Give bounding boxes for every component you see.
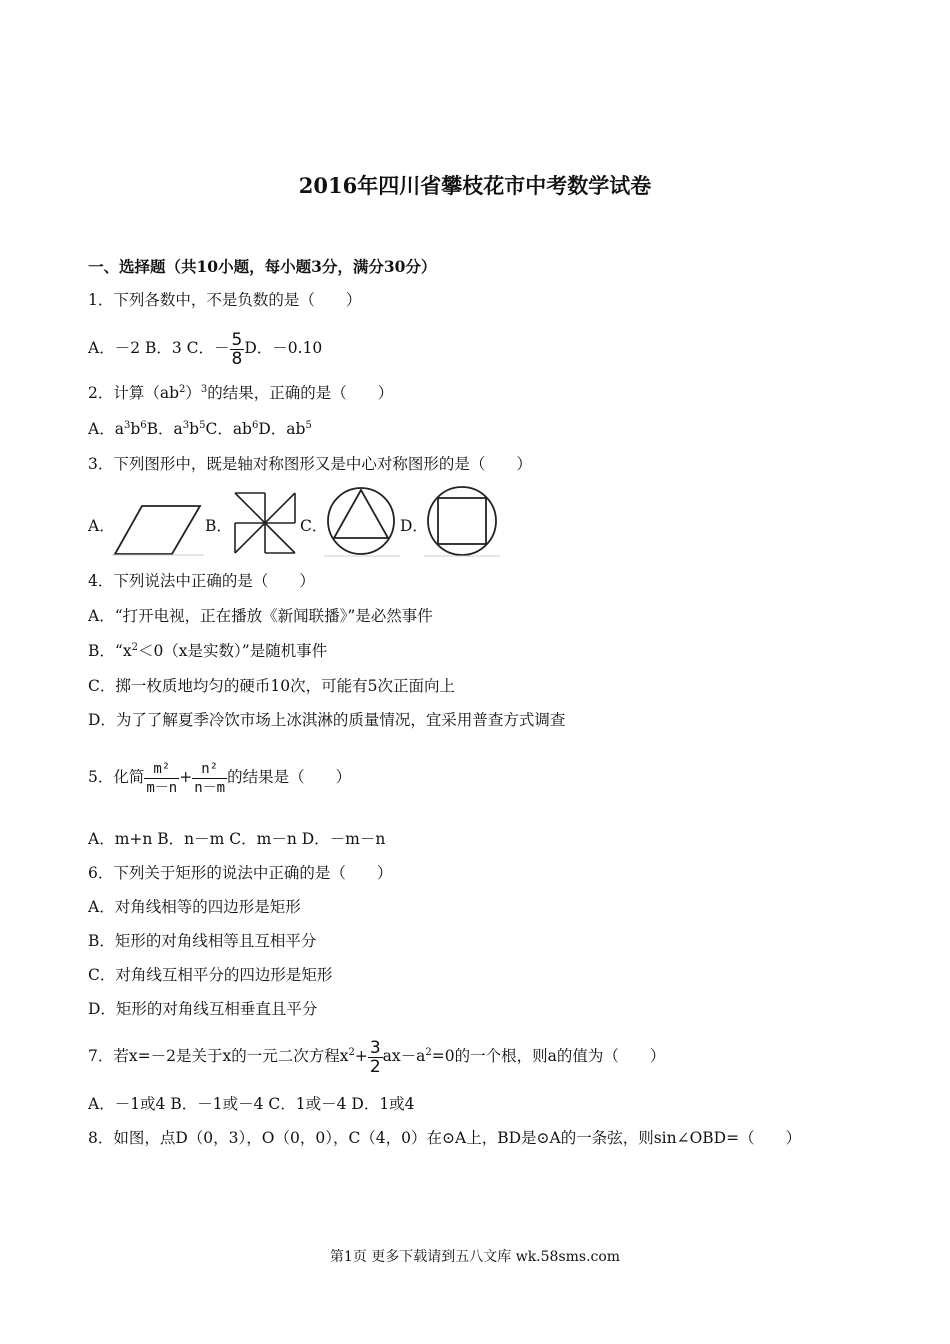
q4-option-b — [88, 641, 327, 661]
parallelogram-figure — [112, 486, 204, 556]
q2-sup: 3 — [182, 420, 190, 431]
q2-opt: C．ab — [205, 420, 252, 438]
page-footer: 第1页 更多下载请到五八文库 wk.58sms.com — [329, 1249, 621, 1265]
q5-options: A．m+n B．n－m C．m－n D．－m－n — [88, 830, 386, 848]
q2-opt: b — [130, 420, 141, 438]
q6-option-a: A．对角线相等的四边形是矩形 — [88, 898, 301, 916]
q2-opt: b — [189, 420, 200, 438]
q5-f1-num: m² — [144, 760, 179, 779]
q5-stem-post: 的结果是（ ） — [227, 768, 352, 786]
q1-option-ab: A．－2 B．3 C．－ — [88, 339, 230, 357]
q7-frac-num: 3 — [369, 1037, 381, 1058]
q2-sup: 5 — [305, 420, 312, 431]
q7-fraction — [368, 1039, 383, 1076]
q2-stem-post: 的结果，正确的是（ ） — [207, 384, 394, 402]
q1-frac-num: 5 — [231, 329, 243, 350]
section-heading: 一、选择题（共10小题，每小题3分，满分30分） — [88, 257, 437, 276]
q6-option-b: B．矩形的对角线相等且互相平分 — [88, 932, 317, 950]
q7-stem-pre: 7．若x=－2是关于x的一元二次方程x — [88, 1047, 349, 1065]
question-8-stem: 8．如图，点D（0，3），O（0，0），C（4，0）在⊙A上，BD是⊙A的一条弦，则sin∠OBD=（ ） — [88, 1129, 802, 1147]
q4-option-d: D．为了了解夏季冷饮市场上冰淇淋的质量情况，宜采用普查方式调查 — [88, 711, 566, 729]
q2-opt: D．ab — [258, 420, 306, 438]
question-7-stem — [88, 1034, 665, 1078]
q1-option-d: D．－0.10 — [244, 339, 323, 357]
q5-fraction-2 — [192, 760, 227, 797]
q2-opt: B．a — [146, 420, 183, 438]
q2-sup: 6 — [251, 420, 259, 431]
q5-f1-den: m－n — [146, 779, 178, 796]
q5-plus: + — [179, 768, 193, 786]
question-3-stem: 3．下列图形中，既是轴对称图形又是中心对称图形的是（ ） — [88, 455, 532, 473]
q1-frac-den: 8 — [231, 348, 243, 369]
question-1-options — [88, 326, 322, 370]
q2-sup: 2 — [179, 384, 186, 395]
q7-options: A．－1或4 B．－1或－4 C．1或－4 D．1或4 — [88, 1095, 415, 1113]
q2-opt: A．a — [88, 420, 124, 438]
q6-option-c: C．对角线互相平分的四边形是矩形 — [88, 966, 333, 984]
circle-square-figure — [424, 486, 500, 558]
q2-sup: 3 — [200, 384, 208, 395]
page-title: 2016年四川省攀枝花市中考数学试卷 — [298, 173, 652, 198]
q7-stem-mid: ax－a — [382, 1047, 426, 1065]
q6-option-d: D．矩形的对角线互相垂直且平分 — [88, 1000, 318, 1018]
q2-stem-mid: ） — [185, 384, 201, 402]
q5-f2-den: n－m — [194, 779, 226, 796]
q4-b-sup: 2 — [131, 642, 138, 653]
q7-sup: 2 — [348, 1047, 355, 1058]
q2-sup: 5 — [199, 420, 206, 431]
q2-sup: 6 — [140, 420, 147, 431]
q1-fraction — [230, 331, 245, 368]
q4-option-a: A．“打开电视，正在播放《新闻联播》”是必然事件 — [88, 607, 433, 625]
q5-f2-num: n² — [192, 760, 227, 779]
q2-stem-pre: 2．计算（ab — [88, 384, 180, 402]
question-4-stem: 4．下列说法中正确的是（ ） — [88, 572, 315, 590]
q4-b-post: ＜0（x是实数）”是随机事件 — [137, 642, 328, 660]
q3-label-a: A． — [88, 517, 115, 535]
q3-label-d: D． — [400, 517, 428, 535]
circle-triangle-figure — [324, 486, 400, 558]
pinwheel-figure — [230, 490, 300, 556]
question-2-stem — [88, 383, 393, 403]
q5-stem-pre: 5．化简 — [88, 768, 145, 786]
q3-label-c: C． — [300, 517, 328, 535]
q7-frac-den: 2 — [369, 1056, 381, 1077]
question-1-stem: 1．下列各数中，不是负数的是（ ） — [88, 291, 362, 309]
question-2-options — [88, 419, 312, 439]
q3-label-b: B． — [205, 517, 232, 535]
q5-fraction-1 — [144, 760, 179, 797]
q4-b-pre: B．“x — [88, 642, 132, 660]
q7-sup: 2 — [425, 1047, 432, 1058]
q7-plus: + — [354, 1047, 368, 1065]
q4-option-c: C．掷一枚质地均匀的硬币10次，可能有5次正面向上 — [88, 677, 455, 695]
q7-stem-post: =0的一个根，则a的值为（ ） — [431, 1047, 666, 1065]
question-6-stem: 6．下列关于矩形的说法中正确的是（ ） — [88, 864, 393, 882]
q2-sup: 3 — [123, 420, 131, 431]
question-5-stem — [88, 748, 351, 806]
